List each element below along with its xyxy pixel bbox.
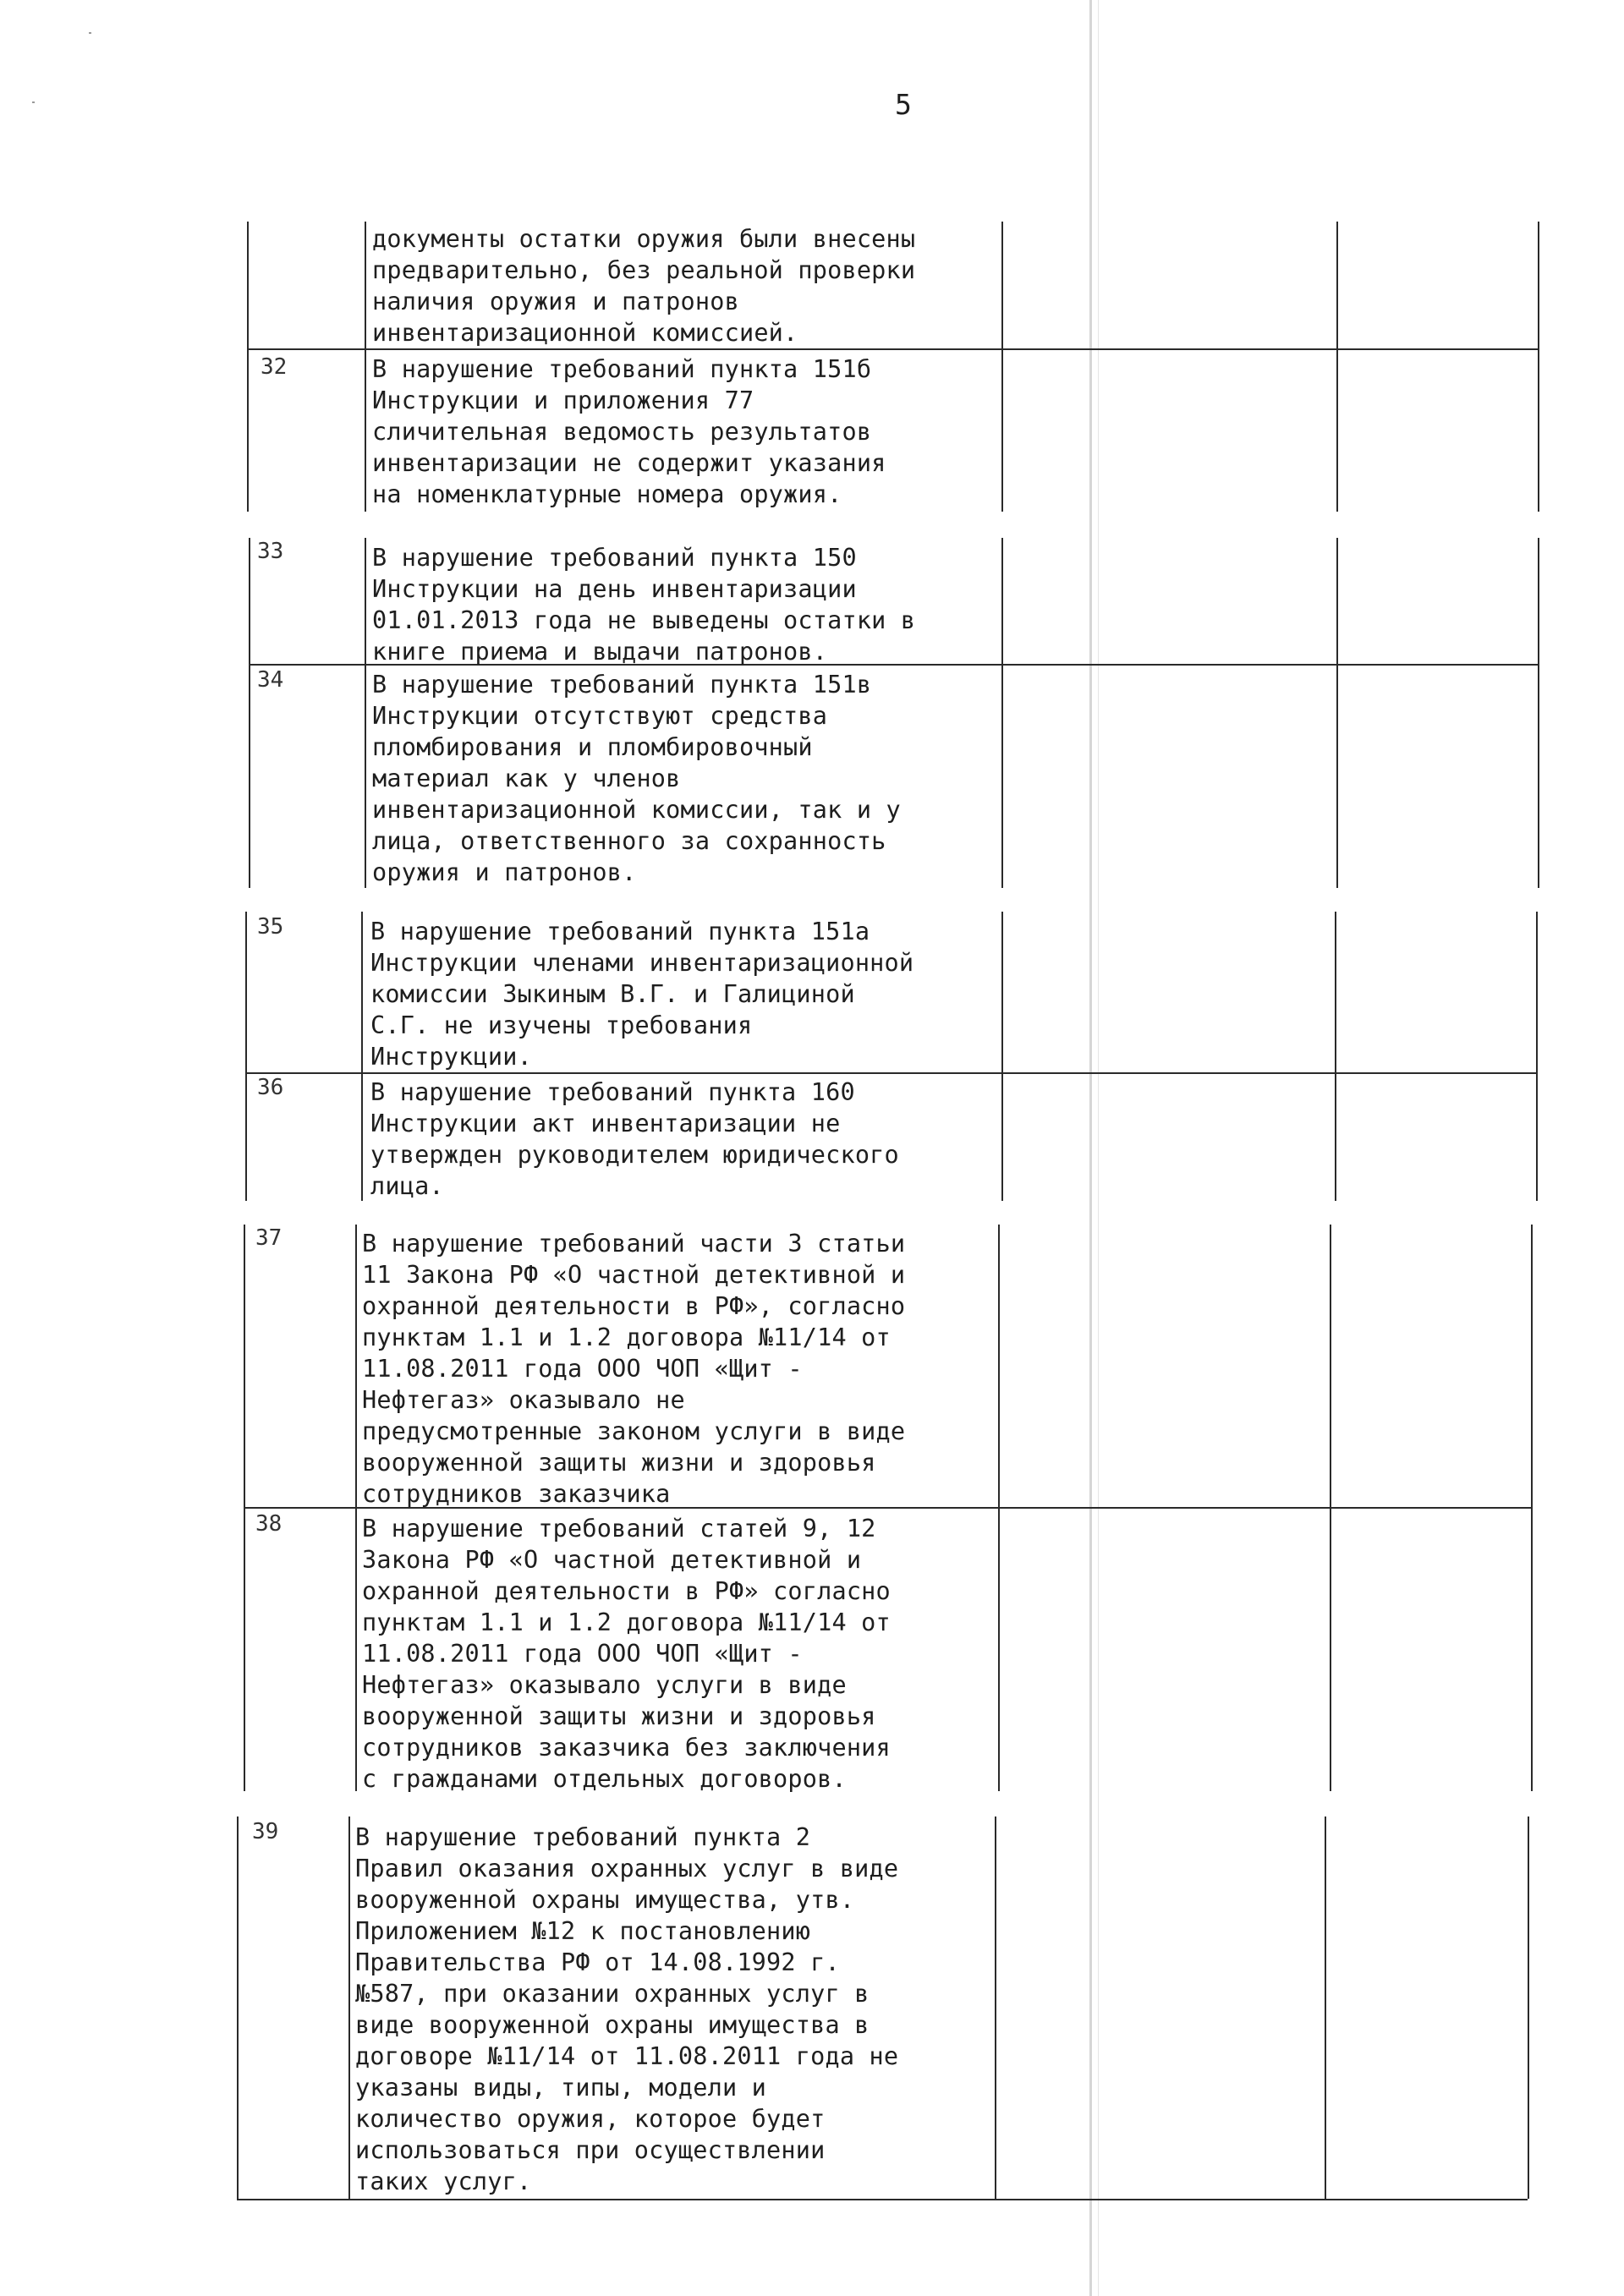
table-column-border (1536, 1072, 1538, 1201)
table-column-border (1001, 1072, 1003, 1201)
table-column-border (244, 1225, 245, 1507)
violation-text-line: таких услуг. (355, 2167, 532, 2195)
violation-text-line: В нарушение требований пункта 160 (370, 1078, 855, 1106)
row-number: 34 (257, 667, 284, 693)
table-column-border (1538, 664, 1539, 888)
table-column-border (365, 222, 366, 348)
violation-text-line: книге приема и выдачи патронов. (372, 638, 828, 666)
table-column-border (1001, 348, 1003, 512)
table-column-border (1336, 348, 1338, 512)
table-column-border (998, 1507, 1000, 1791)
violation-text-line: наличия оружия и патронов (372, 288, 739, 315)
table-row-border (245, 1072, 1536, 1074)
violation-text-line: предварительно, без реальной проверки (372, 256, 916, 284)
scan-speck (32, 101, 35, 103)
violation-text-line: использоваться при осуществлении (355, 2136, 826, 2164)
table-column-border (1531, 1507, 1533, 1791)
violation-text-line: охранной деятельности в РФ» согласно (362, 1577, 891, 1605)
violation-text-line: комиссии Зыкиным В.Г. и Галициной (370, 980, 855, 1008)
violation-text-line: В нарушение требований пункта 151а (370, 918, 870, 945)
table-column-border (1001, 222, 1003, 348)
table-column-border (355, 1507, 357, 1791)
violation-text-line: сотрудников заказчика без заключения (362, 1734, 891, 1762)
table-column-border (365, 664, 366, 888)
violation-text-line: инвентаризации не содержит указания (372, 449, 886, 477)
row-number: 37 (255, 1225, 283, 1251)
violation-text-line: С.Г. не изучены требования (370, 1011, 753, 1039)
violation-text-line: охранной деятельности в РФ», согласно (362, 1292, 906, 1320)
row-number: 38 (255, 1511, 283, 1537)
violation-text-line: №587, при оказании охранных услуг в (355, 1980, 870, 2008)
table-column-border (1001, 912, 1003, 1072)
violation-text-line: с гражданами отдельных договоров. (362, 1765, 847, 1793)
violation-text-line: инвентаризационной комиссией. (372, 319, 798, 347)
table-column-border (237, 1817, 239, 2199)
table-row-border (237, 2199, 1528, 2200)
violation-text-line: указаны виды, типы, модели и (355, 2074, 767, 2101)
table-column-border (365, 538, 366, 664)
table-column-border (1335, 912, 1336, 1072)
violation-text-line: В нарушение требований части 3 статьи (362, 1230, 906, 1258)
violation-text-line: В нарушение требований пункта 2 (355, 1823, 811, 1851)
violation-text-line: материал как у членов (372, 764, 681, 792)
violation-text-line: договоре №11/14 от 11.08.2011 года не (355, 2042, 899, 2070)
table-column-border (247, 222, 249, 348)
table-column-border (1536, 912, 1538, 1072)
violation-text-line: Нефтегаз» оказывало не (362, 1386, 685, 1414)
table-column-border (1336, 664, 1338, 888)
violation-text-line: Приложением №12 к постановлению (355, 1917, 811, 1945)
violation-text-line: В нарушение требований пункта 151в (372, 671, 872, 699)
violation-text-line: Инструкции отсутствуют средства (372, 702, 828, 730)
row-number: 32 (261, 354, 288, 380)
table-column-border (1330, 1225, 1331, 1507)
violation-text-line: инвентаризационной комиссии, так и у (372, 796, 901, 824)
table-column-border (249, 538, 250, 664)
table-column-border (1538, 222, 1539, 348)
page-fold-shadow (1089, 0, 1092, 2296)
violation-text-line: сотрудников заказчика (362, 1480, 671, 1508)
violation-text-line: Инструкции. (370, 1043, 532, 1071)
table-column-border (995, 1817, 996, 2199)
violation-text-line: Инструкции членами инвентаризационной (370, 949, 914, 977)
violation-text-line: предусмотренные законом услуги в виде (362, 1417, 906, 1445)
violation-text-line: 11.08.2011 года ООО ЧОП «Щит - (362, 1640, 803, 1668)
violation-text-line: лица. (370, 1172, 444, 1200)
table-column-border (1001, 664, 1003, 888)
violation-text-line: вооруженной защиты жизни и здоровья (362, 1449, 876, 1477)
table-column-border (1538, 348, 1539, 512)
table-column-border (1001, 538, 1003, 664)
violation-text-line: Правил оказания охранных услуг в виде (355, 1855, 899, 1882)
table-column-border (1336, 538, 1338, 664)
violation-text-line: Инструкции и приложения 77 (372, 386, 754, 414)
violation-text-line: сличительная ведомость результатов (372, 418, 872, 446)
violation-text-line: документы остатки оружия были внесены (372, 225, 916, 253)
page-number: 5 (895, 88, 912, 121)
page-fold-line (1098, 0, 1099, 2296)
violation-text-line: В нарушение требований статей 9, 12 (362, 1515, 876, 1543)
violation-text-line: вооруженной охраны имущества, утв. (355, 1886, 855, 1914)
table-column-border (1325, 1817, 1326, 2199)
table-column-border (1531, 1225, 1533, 1507)
violation-text-line: утвержден руководителем юридического (370, 1141, 899, 1169)
violation-text-line: 01.01.2013 года не выведены остатки в (372, 606, 916, 634)
row-number: 36 (257, 1075, 284, 1100)
violation-text-line: количество оружия, которое будет (355, 2105, 826, 2133)
violation-text-line: лица, ответственного за сохранность (372, 827, 886, 855)
table-row-border (247, 348, 1538, 350)
table-column-border (247, 348, 249, 512)
violation-text-line: 11.08.2011 года ООО ЧОП «Щит - (362, 1355, 803, 1383)
violation-text-line: В нарушение требований пункта 151б (372, 355, 872, 383)
scan-speck (89, 32, 91, 34)
table-column-border (1330, 1507, 1331, 1791)
violation-text-line: пунктам 1.1 и 1.2 договора №11/14 от (362, 1608, 891, 1636)
table-column-border (348, 1817, 350, 2199)
violation-text-line: 11 Закона РФ «О частной детективной и (362, 1261, 906, 1289)
table-column-border (245, 1072, 247, 1201)
violation-text-line: оружия и патронов. (372, 858, 637, 886)
table-column-border (244, 1507, 245, 1791)
violation-text-line: пломбирования и пломбировочный (372, 733, 813, 761)
row-number: 35 (257, 914, 284, 940)
violation-text-line: Правительства РФ от 14.08.1992 г. (355, 1948, 840, 1976)
table-column-border (1528, 1817, 1529, 2199)
violation-text-line: пунктам 1.1 и 1.2 договора №11/14 от (362, 1323, 891, 1351)
table-column-border (1335, 1072, 1336, 1201)
violation-text-line: Инструкции на день инвентаризации (372, 575, 857, 603)
violation-text-line: Инструкции акт инвентаризации не (370, 1110, 841, 1137)
violation-text-line: В нарушение требований пункта 150 (372, 544, 857, 572)
table-column-border (1538, 538, 1539, 664)
row-number: 39 (252, 1819, 279, 1844)
violation-text-line: на номенклатурные номера оружия. (372, 480, 842, 508)
violation-text-line: виде вооруженной охраны имущества в (355, 2011, 870, 2039)
table-column-border (361, 1072, 363, 1201)
table-column-border (1336, 222, 1338, 348)
table-column-border (245, 912, 247, 1072)
violation-text-line: Нефтегаз» оказывало услуги в виде (362, 1671, 847, 1699)
table-column-border (361, 912, 363, 1072)
table-column-border (998, 1225, 1000, 1507)
table-column-border (365, 348, 366, 512)
violation-text-line: вооруженной защиты жизни и здоровья (362, 1702, 876, 1730)
row-number: 33 (257, 539, 284, 564)
table-column-border (355, 1225, 357, 1507)
table-column-border (249, 664, 250, 888)
violation-text-line: Закона РФ «О частной детективной и (362, 1546, 862, 1574)
